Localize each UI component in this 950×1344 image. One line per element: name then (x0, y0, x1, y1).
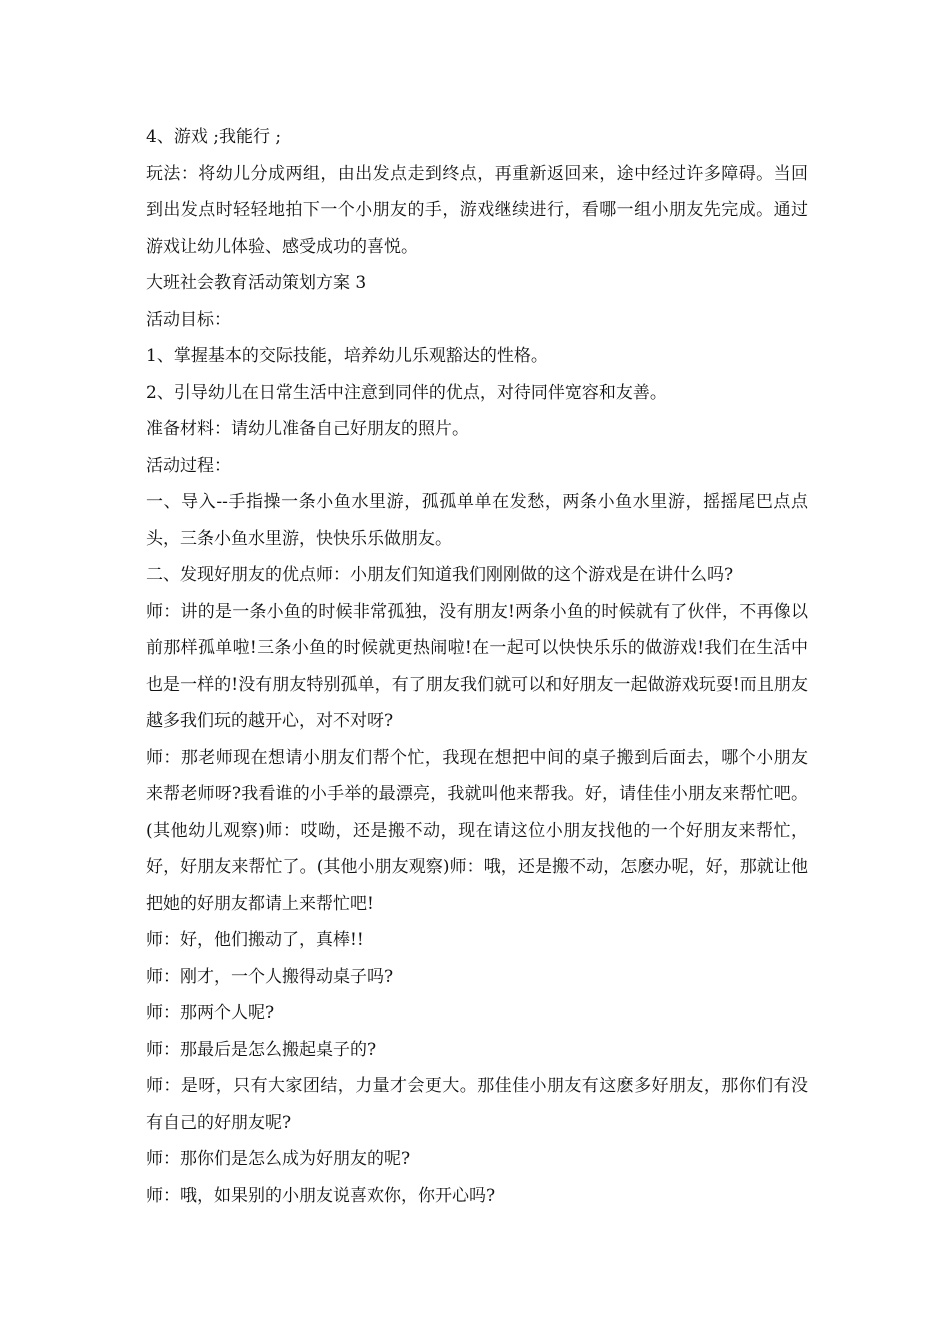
paragraph-teacher-2: 师：那老师现在想请小朋友们帮个忙，我现在想把中间的桌子搬到后面去，哪个小朋友来帮老师呀?我看谁的小手举的最漂亮，我就叫他来帮我。好，请佳佳小朋友来帮忙吧。(其他幼儿观察)师：哎呦，还是搬不动，现在请这位小朋友找他的一个好朋友来帮忙，好，好朋友来帮忙了。(其他小朋友观察)师：哦，还是搬不动，怎麽办呢，好，那就让他把她的好朋友都请上来帮忙吧! (146, 747, 808, 914)
paragraph-step-1: 一、导入--手指操一条小鱼水里游，孤孤单单在发愁，两条小鱼水里游，摇摇尾巴点点头，三条小鱼水里游，快快乐乐做朋友。 (146, 492, 808, 549)
paragraph-teacher-5: 师：那两个人呢? (146, 1003, 275, 1023)
document-page (146, 119, 808, 1214)
paragraph-process-label: 活动过程： (146, 455, 231, 476)
paragraph-teacher-4: 师：刚才，一个人搬得动桌子吗? (146, 966, 394, 987)
paragraph-teacher-6: 师：那最后是怎么搬起桌子的? (146, 1039, 377, 1060)
paragraph-game-title: 4、游戏 ;我能行 ; (146, 127, 282, 147)
paragraph-step-2: 二、发现好朋友的优点师：小朋友们知道我们刚刚做的这个游戏是在讲什么吗? (146, 565, 734, 585)
paragraph-teacher-1: 师：讲的是一条小鱼的时候非常孤独，没有朋友!两条小鱼的时候就有了伙伴，不再像以前那样孤单啦!三条小鱼的时候就更热闹啦!在一起可以快快乐乐的做游戏!我们在生活中也是一样的!没有朋友特别孤单，有了朋友我们就可以和好朋友一起做游戏玩耍!而且朋友越多我们玩的越开心，对不对呀? (146, 601, 808, 731)
paragraph-teacher-8: 师：那你们是怎么成为好朋友的呢? (146, 1149, 411, 1169)
paragraph-teacher-7: 师：是呀，只有大家团结，力量才会更大。那佳佳小朋友有这麽多好朋友，那你们有没有自己的好朋友呢? (146, 1076, 808, 1133)
paragraph-materials: 准备材料：请幼儿准备自己好朋友的照片。 (146, 419, 469, 439)
paragraph-teacher-3: 师：好，他们搬动了，真棒!! (146, 930, 364, 950)
section-heading: 大班社会教育活动策划方案 3 (146, 273, 367, 293)
paragraph-teacher-9: 师：哦，如果别的小朋友说喜欢你，你开心吗? (146, 1185, 496, 1206)
paragraph-goal-1: 1、掌握基本的交际技能，培养幼儿乐观豁达的性格。 (146, 346, 548, 366)
paragraph-goals-label: 活动目标： (146, 309, 231, 330)
paragraph-goal-2: 2、引导幼儿在日常生活中注意到同伴的优点，对待同伴宽容和友善。 (146, 382, 667, 403)
paragraph-game-rules: 玩法：将幼儿分成两组，由出发点走到终点，再重新返回来，途中经过许多障碍。当回到出发点时轻轻地拍下一个小朋友的手，游戏继续进行，看哪一组小朋友先完成。通过游戏让幼儿体验、感受成功的喜悦。 (146, 163, 808, 257)
